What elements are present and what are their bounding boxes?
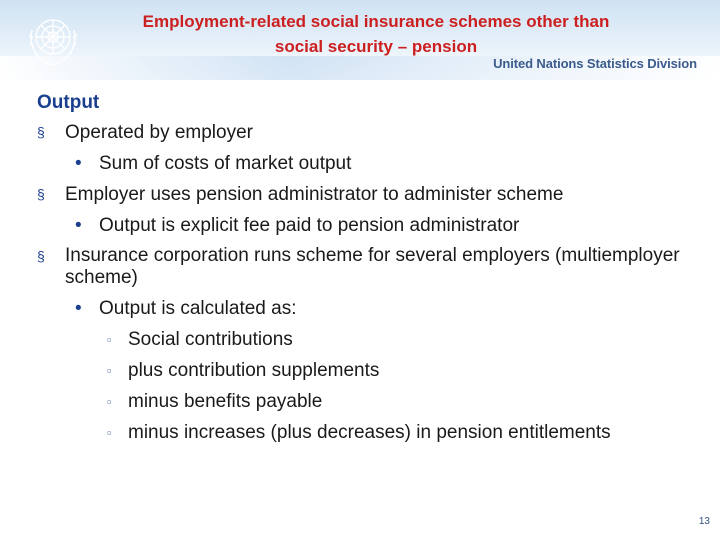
bullet-text: Social contributions xyxy=(128,329,293,350)
bullet-item xyxy=(37,152,707,175)
bullet-marker: • xyxy=(75,153,82,174)
bullet-text: minus benefits payable xyxy=(128,391,323,412)
bullet-marker: ▫ xyxy=(107,363,112,378)
bullet-item xyxy=(37,328,707,351)
page-number: 13 xyxy=(698,516,710,527)
slide-content xyxy=(37,91,707,452)
bullet-text: minus increases (plus decreases) in pension entitlements xyxy=(128,422,611,443)
bullet-item xyxy=(37,359,707,382)
bullet-item xyxy=(37,390,707,413)
bullet-item xyxy=(37,183,707,206)
section-heading: Output xyxy=(37,92,100,113)
slide-title-line-2: social security – pension xyxy=(274,37,478,56)
bullet-text: Operated by employer xyxy=(65,122,253,143)
bullet-marker: § xyxy=(37,248,45,264)
bullet-text: Output is explicit fee paid to pension administrator xyxy=(99,215,520,236)
un-emblem-icon xyxy=(22,8,84,70)
bullet-text: Output is calculated as: xyxy=(99,298,297,319)
bullet-text: Employer uses pension administrator to administer scheme xyxy=(65,184,564,205)
bullet-marker: • xyxy=(75,215,82,236)
bullet-item xyxy=(37,121,707,144)
bullet-marker: ▫ xyxy=(107,394,112,409)
organization-name: United Nations Statistics Division xyxy=(493,56,697,71)
bullet-marker: ▫ xyxy=(107,425,112,440)
bullet-text: plus contribution supplements xyxy=(128,360,380,381)
slide-header xyxy=(0,0,720,80)
bullet-marker: § xyxy=(37,186,45,202)
slide-title xyxy=(96,9,656,59)
bullet-text: Sum of costs of market output xyxy=(99,153,352,174)
bullet-marker: ▫ xyxy=(107,332,112,347)
bullet-item xyxy=(37,245,707,289)
bullet-text: Insurance corporation runs scheme for several employers (multiemployer scheme) xyxy=(65,245,680,288)
slide-title-line-1: Employment-related social insurance schemes other than xyxy=(142,12,610,31)
bullet-item xyxy=(37,421,707,444)
bullet-marker: • xyxy=(75,298,82,319)
bullet-item xyxy=(37,214,707,237)
bullet-item xyxy=(37,297,707,320)
bullet-marker: § xyxy=(37,124,45,140)
